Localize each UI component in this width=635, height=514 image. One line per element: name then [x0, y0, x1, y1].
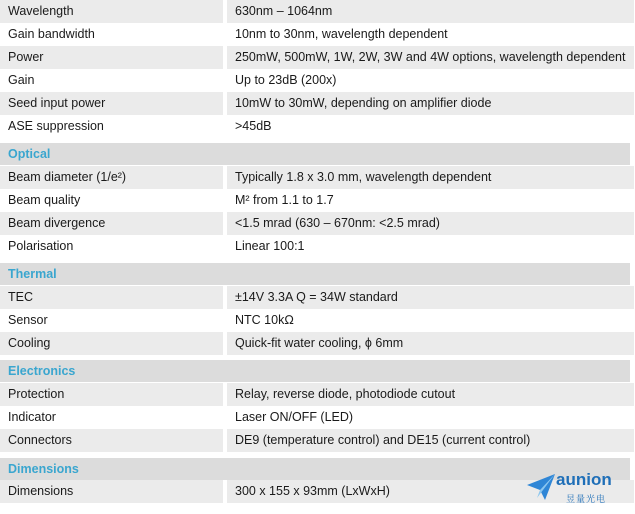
spec-row: [0, 115, 635, 138]
spec-label: Protection: [0, 383, 223, 406]
section-header: Electronics: [0, 360, 630, 382]
spec-row: [0, 0, 635, 23]
spec-row: [0, 332, 635, 355]
spec-value: ±14V 3.3A Q = 34W standard: [227, 286, 634, 309]
spec-row: [0, 235, 635, 258]
spec-value: >45dB: [235, 119, 272, 134]
spec-label: Beam divergence: [0, 212, 223, 235]
spec-label: Polarisation: [8, 239, 74, 254]
spec-row: [0, 23, 635, 46]
spec-value: <1.5 mrad (630 – 670nm: <2.5 mrad): [227, 212, 634, 235]
spec-value: Quick-fit water cooling, ϕ 6mm: [227, 332, 634, 355]
aunion-logo: [526, 470, 632, 508]
logo-wordmark: aunion: [556, 470, 612, 489]
spec-row: [0, 92, 635, 115]
spec-value: 300 x 155 x 93mm (LxWxH): [227, 480, 634, 503]
spec-value: Typically 1.8 x 3.0 mm, wavelength dependent: [227, 166, 634, 189]
spec-row: [0, 286, 635, 309]
spec-value: 250mW, 500mW, 1W, 2W, 3W and 4W options, wavelength dependent: [227, 46, 634, 69]
spec-label: Wavelength: [0, 0, 223, 23]
spec-value: Relay, reverse diode, photodiode cutout: [227, 383, 634, 406]
spec-row: [0, 309, 635, 332]
spec-value: 10mW to 30mW, depending on amplifier diode: [227, 92, 634, 115]
section-header: Dimensions: [0, 458, 630, 480]
spec-row: [0, 166, 635, 189]
spec-label: Power: [0, 46, 223, 69]
section-header: Optical: [0, 143, 630, 165]
spec-value: Up to 23dB (200x): [235, 73, 337, 88]
spec-row: [0, 429, 635, 452]
spec-label: ASE suppression: [8, 119, 104, 134]
spec-value: 10nm to 30nm, wavelength dependent: [235, 27, 448, 42]
spec-row: [0, 406, 635, 429]
spec-label: Sensor: [8, 313, 48, 328]
paper-plane-logo-icon: [526, 473, 556, 501]
spec-row: [0, 189, 635, 212]
spec-label: TEC: [0, 286, 223, 309]
spec-value: Linear 100:1: [235, 239, 305, 254]
logo-wordmark-cn: 昱量光电: [566, 494, 607, 504]
spec-label: Gain bandwidth: [8, 27, 95, 42]
spec-row: [0, 46, 635, 69]
spec-label: Indicator: [8, 410, 56, 425]
spec-row: [0, 69, 635, 92]
spec-label: Seed input power: [0, 92, 223, 115]
section-header: Thermal: [0, 263, 630, 285]
spec-value: DE9 (temperature control) and DE15 (current control): [227, 429, 634, 452]
spec-label: Beam diameter (1/e²): [0, 166, 223, 189]
spec-label: Cooling: [0, 332, 223, 355]
spec-label: Dimensions: [0, 480, 223, 503]
spec-value: M² from 1.1 to 1.7: [235, 193, 334, 208]
spec-value: Laser ON/OFF (LED): [235, 410, 354, 425]
spec-label: Beam quality: [8, 193, 81, 208]
spec-label: Gain: [8, 73, 35, 88]
spec-label: Connectors: [0, 429, 223, 452]
spec-row: [0, 383, 635, 406]
spec-value: NTC 10kΩ: [235, 313, 294, 328]
spec-value: 630nm – 1064nm: [227, 0, 634, 23]
spec-row: [0, 212, 635, 235]
